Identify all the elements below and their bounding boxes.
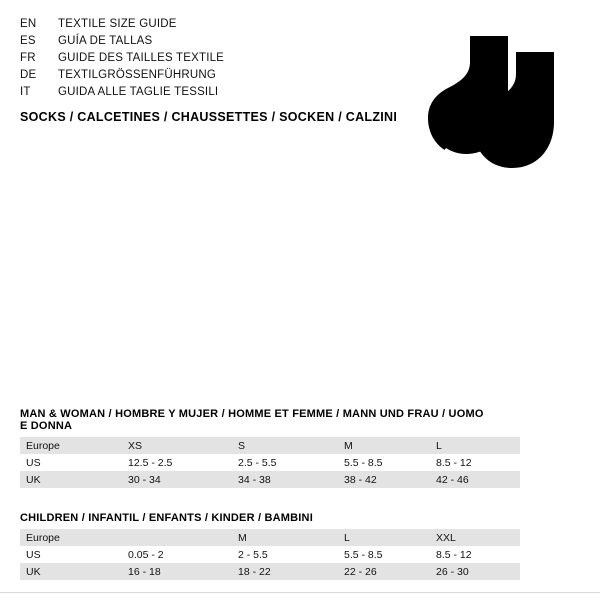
row-label: UK xyxy=(20,563,122,580)
language-code: ES xyxy=(20,35,36,47)
table-header-row xyxy=(20,529,520,546)
language-title: TEXTILGRÖSSENFÜHRUNG xyxy=(58,69,216,81)
language-title: GUIDE DES TAILLES TEXTILE xyxy=(58,52,225,64)
row-label: US xyxy=(20,454,122,471)
language-code: DE xyxy=(20,69,37,81)
children-size-table xyxy=(20,529,520,580)
table-cell: 0.05 - 2 xyxy=(122,546,232,563)
table-row xyxy=(20,546,520,563)
column-header: M xyxy=(338,437,430,454)
children-section-title: CHILDREN / INFANTIL / ENFANTS / KINDER / BAMBINI xyxy=(20,512,313,524)
table-cell: 2.5 - 5.5 xyxy=(232,454,338,471)
column-header: S xyxy=(232,437,338,454)
language-title: GUÍA DE TALLAS xyxy=(58,35,153,47)
row-label: US xyxy=(20,546,122,563)
column-header: Europe xyxy=(20,437,122,454)
table-cell: 22 - 26 xyxy=(338,563,430,580)
table-row xyxy=(20,454,520,471)
language-row xyxy=(20,50,380,67)
table-cell: 12.5 - 2.5 xyxy=(122,454,232,471)
socks-icon xyxy=(400,18,575,178)
column-header xyxy=(122,529,232,546)
table-header-row xyxy=(20,437,520,454)
children-size-section xyxy=(20,512,490,580)
language-code: IT xyxy=(20,86,31,98)
table-cell: 34 - 38 xyxy=(232,471,338,488)
table-cell: 5.5 - 8.5 xyxy=(338,546,430,563)
language-list xyxy=(20,16,380,101)
column-header: L xyxy=(430,437,520,454)
table-cell: 42 - 46 xyxy=(430,471,520,488)
table-row xyxy=(20,471,520,488)
language-row xyxy=(20,16,380,33)
row-label: UK xyxy=(20,471,122,488)
table-cell: 18 - 22 xyxy=(232,563,338,580)
table-cell: 26 - 30 xyxy=(430,563,520,580)
column-header: Europe xyxy=(20,529,122,546)
man-woman-size-section xyxy=(20,408,490,488)
language-code: EN xyxy=(20,18,37,30)
man-woman-size-table xyxy=(20,437,520,488)
table-cell: 2 - 5.5 xyxy=(232,546,338,563)
language-title: TEXTILE SIZE GUIDE xyxy=(58,18,177,30)
language-row xyxy=(20,67,380,84)
table-cell: 16 - 18 xyxy=(122,563,232,580)
column-header: XXL xyxy=(430,529,520,546)
table-cell: 30 - 34 xyxy=(122,471,232,488)
table-cell: 38 - 42 xyxy=(338,471,430,488)
language-row xyxy=(20,84,380,101)
man-woman-section-title: MAN & WOMAN / HOMBRE Y MUJER / HOMME ET FEMME / MANN UND FRAU / UOMO E DONNA xyxy=(20,408,484,432)
column-header: M xyxy=(232,529,338,546)
table-cell: 5.5 - 8.5 xyxy=(338,454,430,471)
column-header: L xyxy=(338,529,430,546)
language-row xyxy=(20,33,380,50)
language-code: FR xyxy=(20,52,36,64)
table-cell: 8.5 - 12 xyxy=(430,454,520,471)
table-cell: 8.5 - 12 xyxy=(430,546,520,563)
bottom-divider xyxy=(0,592,600,593)
table-row xyxy=(20,563,520,580)
language-title: GUIDA ALLE TAGLIE TESSILI xyxy=(58,86,219,98)
column-header: XS xyxy=(122,437,232,454)
product-category-line: SOCKS / CALCETINES / CHAUSSETTES / SOCKEN / CALZINI xyxy=(20,110,398,124)
